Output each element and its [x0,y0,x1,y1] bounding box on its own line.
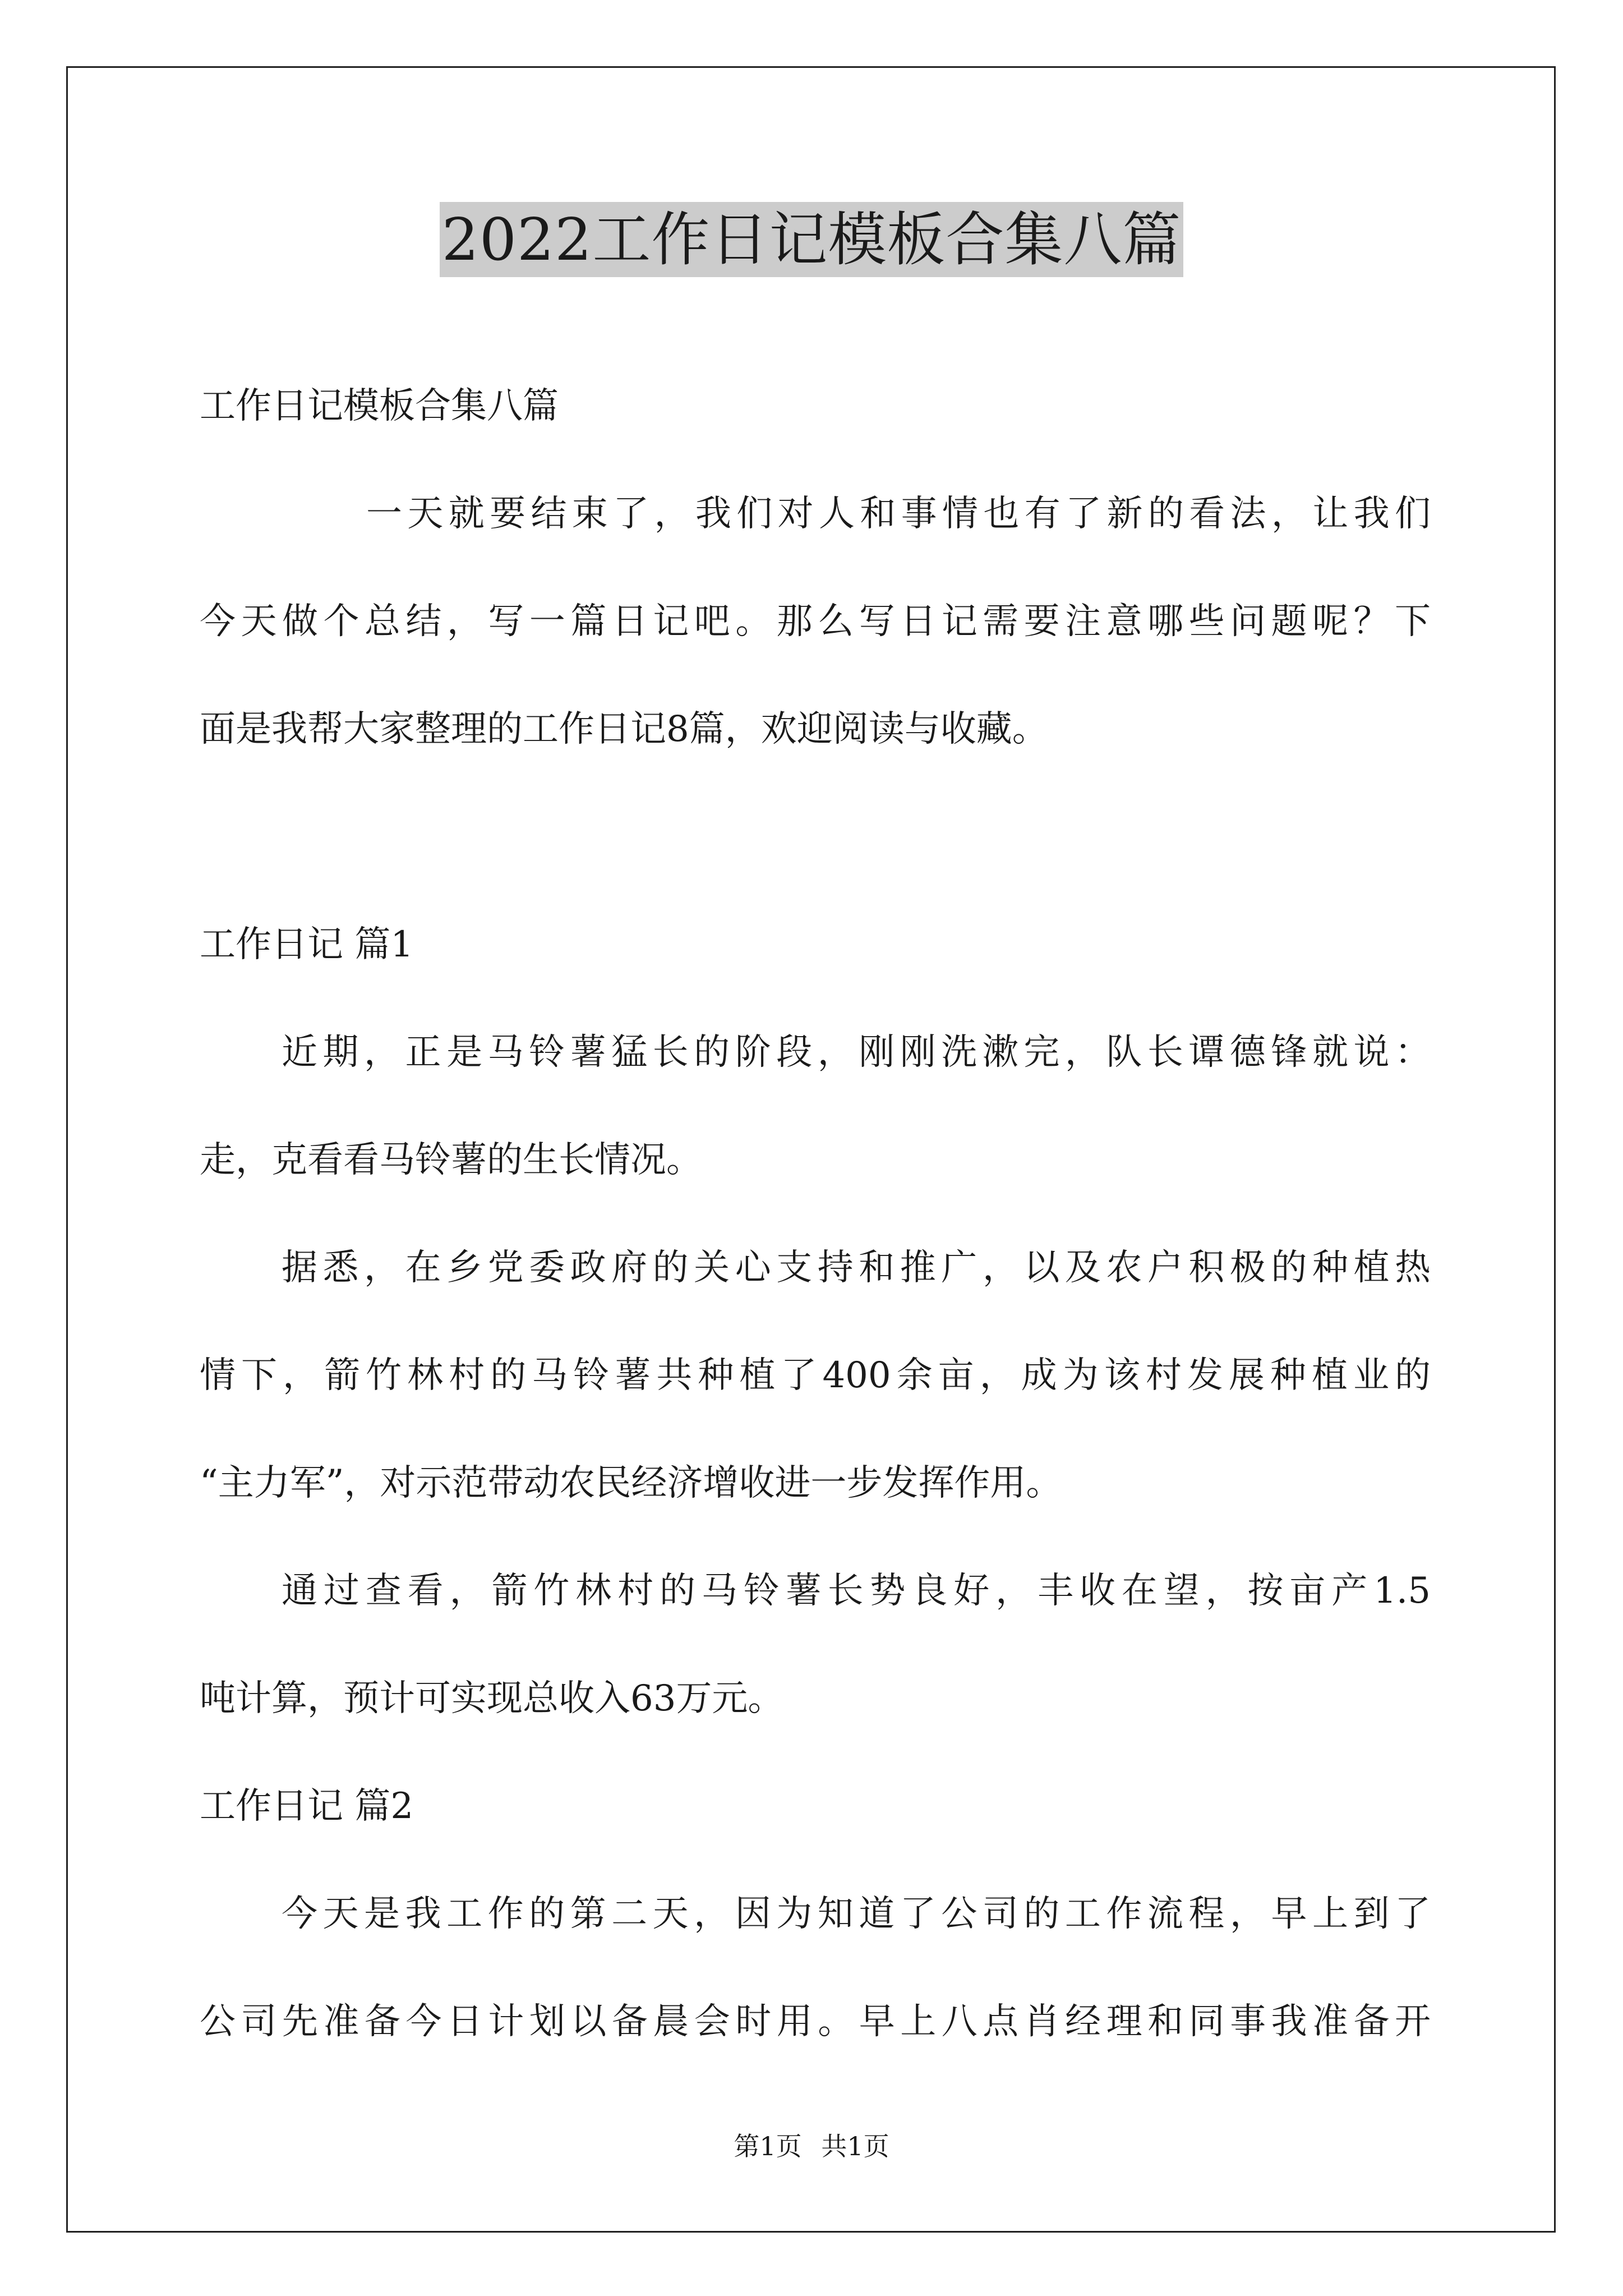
paragraph-line: “主力军”，对示范带动农民经济增收进一步发挥作用。 [200,1462,1062,1504]
paragraph-line: 情下，箭竹林村的马铃薯共种植了400余亩，成为该村发展种植业的 [200,1355,1431,1396]
document-body [200,352,1431,2076]
paragraph-line: 据悉，在乡党委政府的关心支持和推广，以及农户积极的种植热 [282,1247,1431,1289]
intro-line-3: 面是我帮大家整理的工作日记8篇，欢迎阅读与收藏。 [200,708,1048,750]
paragraph-line: 走，克看看马铃薯的生长情况。 [200,1139,702,1181]
document-title: 2022工作日记模板合集八篇 [440,202,1184,277]
page-total: 共1页 [821,2131,889,2161]
paragraph-line: 公司先准备今日计划以备晨会时用。早上八点肖经理和同事我准备开 [200,2001,1431,2042]
section-heading-2: 工作日记 篇2 [200,1786,414,1827]
intro-line-1: 一天就要结束了，我们对人和事情也有了新的看法，让我们 [366,493,1431,535]
paragraph-line: 通过查看，箭竹林村的马铃薯长势良好，丰收在望，按亩产1.5 [282,1570,1431,1612]
blank-gap [200,783,1431,891]
page-footer [0,2129,1623,2163]
page-number: 第1页 [734,2131,802,2161]
section-heading-1: 工作日记 篇1 [200,924,414,965]
paragraph-line: 吨计算，预计可实现总收入63万元。 [200,1678,784,1719]
paragraph-line: 今天是我工作的第二天，因为知道了公司的工作流程，早上到了 [282,1893,1431,1935]
subtitle-line: 工作日记模板合集八篇 [200,385,559,427]
intro-line-2: 今天做个总结，写一篇日记吧。那么写日记需要注意哪些问题呢？下 [200,601,1431,642]
paragraph-line: 近期，正是马铃薯猛长的阶段，刚刚洗漱完，队长谭德锋就说： [282,1032,1431,1073]
title-wrap [0,202,1623,277]
